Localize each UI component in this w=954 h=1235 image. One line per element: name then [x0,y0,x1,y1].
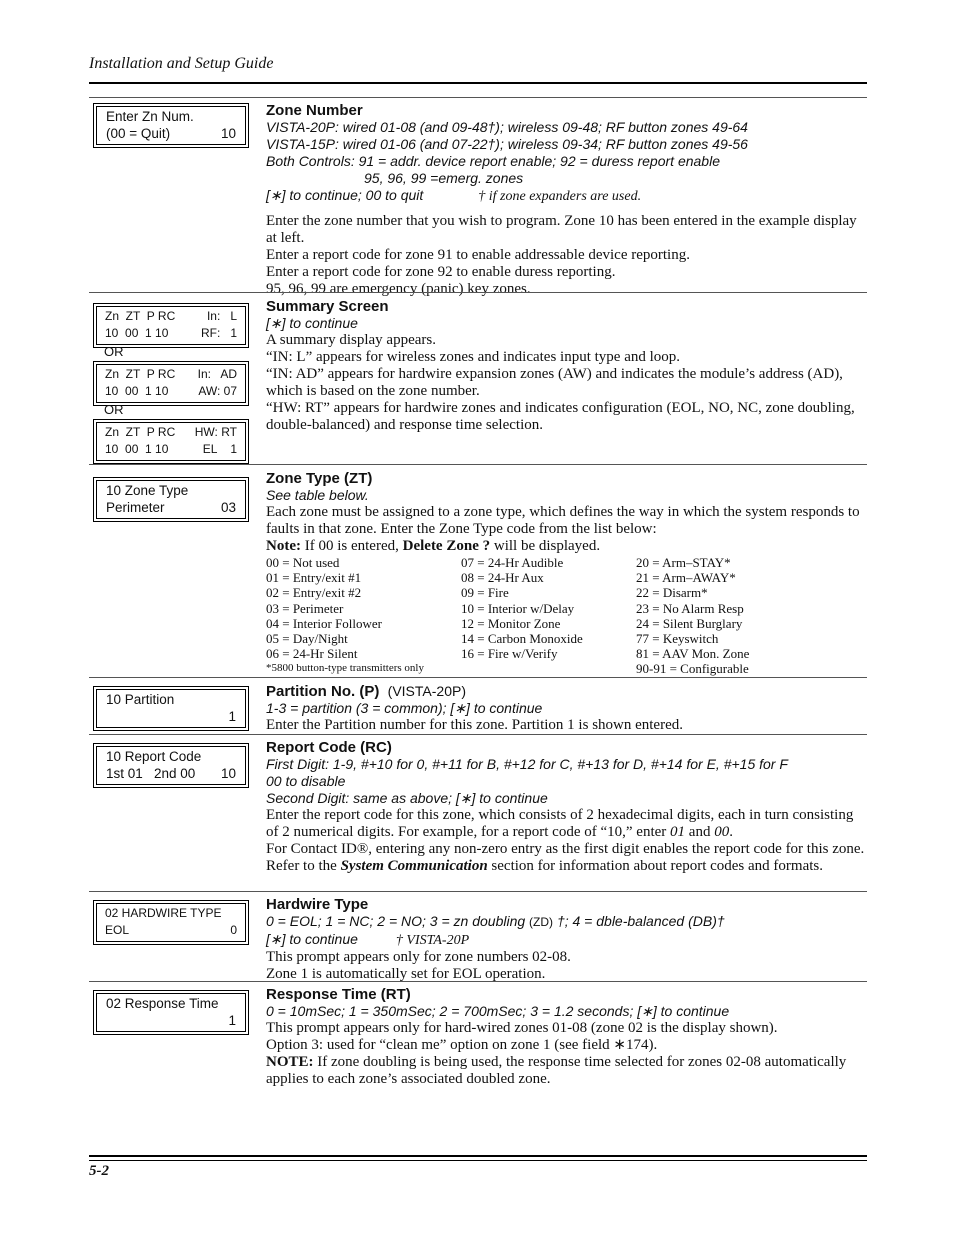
lcd-line2-right: AW: 07 [198,384,237,398]
subtext-line [266,931,866,949]
subtext-part: 0 = EOL; 1 = NC; 2 = NO; 3 = zn doubling [266,913,526,929]
note-text [266,1054,866,1088]
zone-type-entry: 24 = Silent Burglary [636,615,743,631]
lcd-line2-left: 10 00 1 10 [105,384,169,398]
section-heading: Zone Number [266,102,363,119]
lcd-line1-right: In: AD [197,367,237,381]
body-text [266,841,866,875]
section-heading [266,683,866,700]
body-text: 95, 96, 99 are emergency (panic) key zones. [266,281,531,297]
header-rule [89,82,867,84]
zone-type-entry: 03 = Perimeter [266,600,344,616]
zone-type-table [266,555,866,677]
heading-text: Partition No. (P) [266,683,380,700]
zone-type-entry: 12 = Monitor Zone [461,615,561,631]
zone-type-entry: 00 = Not used [266,555,340,570]
lcd-zone-number [93,103,249,148]
section-hardwire-type [89,891,867,982]
subtext-line: VISTA-20P: wired 01-08 (and 09-48†); wireless 09-48; RF button zones 49-64 [266,119,748,135]
lcd-summary-expansion [93,361,249,406]
lcd-hardwire-type [93,900,249,945]
zone-type-entry: 04 = Interior Follower [266,615,383,631]
lcd-response-time [93,990,249,1035]
zone-type-entry: 21 = Arm–AWAY* [636,570,736,586]
lcd-line2-right: RF: 1 [200,326,237,340]
lcd-line2-right: 1 [228,1013,236,1028]
subtext-line: See table below. [266,487,369,503]
body-text: This prompt appears only for zone numbers 02-08. [266,949,571,965]
lcd-line1: 10 Partition [106,692,175,707]
subtext-line: First Digit: 1-9, #+10 for 0, #+11 for B, #+12 for C, #+13 for D, #+14 for E, #+15 for F [266,756,788,772]
lcd-line1-right: HW: RT [194,425,237,439]
zone-type-column-3 [636,555,866,677]
summary-screen-content [266,298,866,434]
body-italic: 01 [670,824,686,840]
body-text: “HW: RT” appears for hardwire zones and indicates configuration (EOL, NO, NC, zone doubling, double-balanced) and response time selection. [266,400,855,433]
zone-type-entry: 01 = Entry/exit #1 [266,570,362,586]
lcd-line1: 10 Report Code [106,749,202,764]
partition-content [266,683,866,734]
body-text-part: and [688,824,711,840]
body-text: Enter the zone number that you wish to program. Zone 10 has been entered in the example display at left. [266,213,857,246]
zone-type-entry: 14 = Carbon Monoxide [461,631,583,647]
section-heading: Report Code (RC) [266,739,392,756]
body-text: A summary display appears. [266,332,436,348]
body-text: Enter a report code for zone 91 to enable addressable device reporting. [266,247,690,263]
body-text: Zone 1 is automatically set for EOL operation. [266,966,546,982]
hardwire-type-content [266,896,866,983]
section-zone-type [89,464,867,678]
subtext-line: 0 = 10mSec; 1 = 350mSec; 2 = 700mSec; 3 = 1.2 seconds; [∗] to continue [266,1003,730,1019]
continue-hint: [∗] to continue [266,931,358,947]
lcd-report-code [93,743,249,788]
subtext-line [266,913,866,931]
zone-type-entry: 90-91 = Configurable [636,661,749,677]
body-text-part: section for information about report codes and formats. [491,858,823,874]
body-text: Each zone must be assigned to a zone type, which defines the way in which the system responds to faults in that zone. Enter the Zone Type code from the list below: [266,504,860,537]
zone-type-entry: 06 = 24-Hr Silent [266,646,358,662]
continue-hint: [∗] to continue; 00 to quit [266,187,424,203]
zone-type-entry: 08 = 24-Hr Aux [461,570,544,586]
lcd-line1-left: Zn ZT P RC [105,425,176,439]
body-italic: 00 [714,824,730,840]
lcd-line2-right: 03 [220,500,236,515]
note-bold: Delete Zone ? [402,538,491,554]
header-title: Installation and Setup Guide [89,55,274,72]
body-text: This prompt appears only for hard-wired zones 01-08 (zone 02 is the display shown). [266,1020,778,1036]
zone-type-entry: 81 = AAV Mon. Zone [636,646,750,662]
lcd-line2-right: EL 1 [202,442,237,456]
lcd-partition [93,686,249,731]
section-zone-number [89,97,867,297]
lcd-line2-right: 10 [220,126,236,141]
note-label: Note: [266,538,301,554]
body-text: Enter a report code for zone 92 to enable duress reporting. [266,264,616,280]
lcd-line1: 02 Response Time [106,996,219,1011]
body-bold-italic: System Communication [340,858,488,874]
note-text [266,538,866,555]
response-time-content [266,986,866,1088]
body-text-part: . [729,824,733,840]
lcd-summary-wireless [93,303,249,348]
lcd-zone-type [93,477,249,522]
section-heading: Summary Screen [266,298,389,315]
lcd-line1: Enter Zn Num. [106,109,194,124]
zone-type-entry: 10 = Interior w/Delay [461,600,575,616]
zone-number-content [266,102,866,298]
section-partition [89,677,867,735]
lcd-line1: 10 Zone Type [106,483,189,498]
or-label: OR [104,402,124,417]
heading-note: (VISTA-20P) [387,683,466,699]
note-text-part: If zone doubling is being used, the response time selected for zones 02-08 automatically applies to each zone’s associated doubled zone. [266,1054,847,1087]
note-label: NOTE: [266,1054,314,1070]
section-heading: Zone Type (ZT) [266,470,373,487]
subtext-line: 95, 96, 99 =emerg. zones [364,170,524,186]
zone-type-footnote: *5800 button-type transmitters only [266,662,424,675]
zone-type-entry: 23 = No Alarm Resp [636,600,744,616]
zone-type-column-2 [461,555,636,677]
page-number: 5-2 [89,1163,109,1179]
lcd-line2-right: 10 [220,766,236,781]
section-heading: Response Time (RT) [266,986,411,1003]
lcd-line2-left: 1st 01 2nd 00 [106,766,196,781]
lcd-line1-right: In: L [206,309,237,323]
section-response-time [89,981,867,1102]
subtext-part: †; 4 = dble-balanced (DB)† [556,913,725,929]
lcd-line1: 02 HARDWIRE TYPE [105,906,222,920]
note-text-part: If 00 is entered, [304,538,399,554]
zone-type-entry: 22 = Disarm* [636,585,708,601]
body-text: Enter the Partition number for this zone. Partition 1 is shown entered. [266,717,683,733]
zone-type-entry: 16 = Fire w/Verify [461,646,558,662]
zone-type-entry: 77 = Keyswitch [636,631,719,647]
lcd-line2-left: 10 00 1 10 [105,442,169,456]
section-report-code [89,734,867,892]
body-text: “IN: L” appears for wireless zones and indicates input type and loop. [266,349,681,365]
lcd-line1-left: Zn ZT P RC [105,367,176,381]
note-text-part: will be displayed. [493,538,601,554]
subtext-line: Both Controls: 91 = addr. device report enable; 92 = duress report enable [266,153,720,169]
subtext-line: [∗] to continue [266,315,358,331]
section-heading: Hardwire Type [266,896,369,913]
lcd-line2-left: Perimeter [106,500,165,515]
lcd-line2-left: (00 = Quit) [106,126,171,141]
lcd-line2-right: 0 [230,923,237,937]
subtext-line: 00 to disable [266,773,346,789]
zone-type-content [266,470,866,677]
subtext-line [266,187,866,205]
lcd-line2-left: 10 00 1 10 [105,326,169,340]
subtext-line: Second Digit: same as above; [∗] to continue [266,790,548,806]
zone-type-entry: 20 = Arm–STAY* [636,555,731,570]
zone-type-entry: 05 = Day/Night [266,631,348,647]
report-code-content [266,739,866,875]
zone-type-entry: 09 = Fire [461,585,509,601]
vista-note: † VISTA-20P [395,933,470,948]
subtext-line: 1-3 = partition (3 = common); [∗] to continue [266,700,543,716]
lcd-line2-left: EOL [105,923,130,937]
lcd-line1-left: Zn ZT P RC [105,309,176,323]
section-summary-screen [89,292,867,465]
body-text: “IN: AD” appears for hardwire expansion zones (AW) and indicates the module’s address (AD), which is based on the zone number. [266,366,843,399]
zone-type-entry: 07 = 24-Hr Audible [461,555,564,570]
body-text: Option 3: used for “clean me” option on zone 1 (see field ∗174). [266,1037,658,1053]
footer-rule [89,1155,867,1161]
body-text [266,807,866,841]
lcd-line2-right: 1 [228,709,236,724]
body-text-part: Enter the report code for this zone, which consists of 2 hexadecimal digits, each in turn consisting of 2 numerical digits. For example, for a report code of “10,” enter [266,807,854,840]
body-text-part: For Contact ID®, entering any non-zero entry as the first digit enables the report code for this zone. Refer to the [266,841,865,874]
zone-type-column-1 [266,555,461,677]
or-label: OR [104,344,124,359]
zone-type-entry: 02 = Entry/exit #2 [266,585,362,601]
lcd-summary-hardwire [93,419,249,464]
zd-label: (ZD) [529,915,554,929]
subtext-line: VISTA-15P: wired 01-06 (and 07-22†); wireless 09-34; RF button zones 49-56 [266,136,748,152]
footnote-expanders: † if zone expanders are used. [478,189,642,204]
